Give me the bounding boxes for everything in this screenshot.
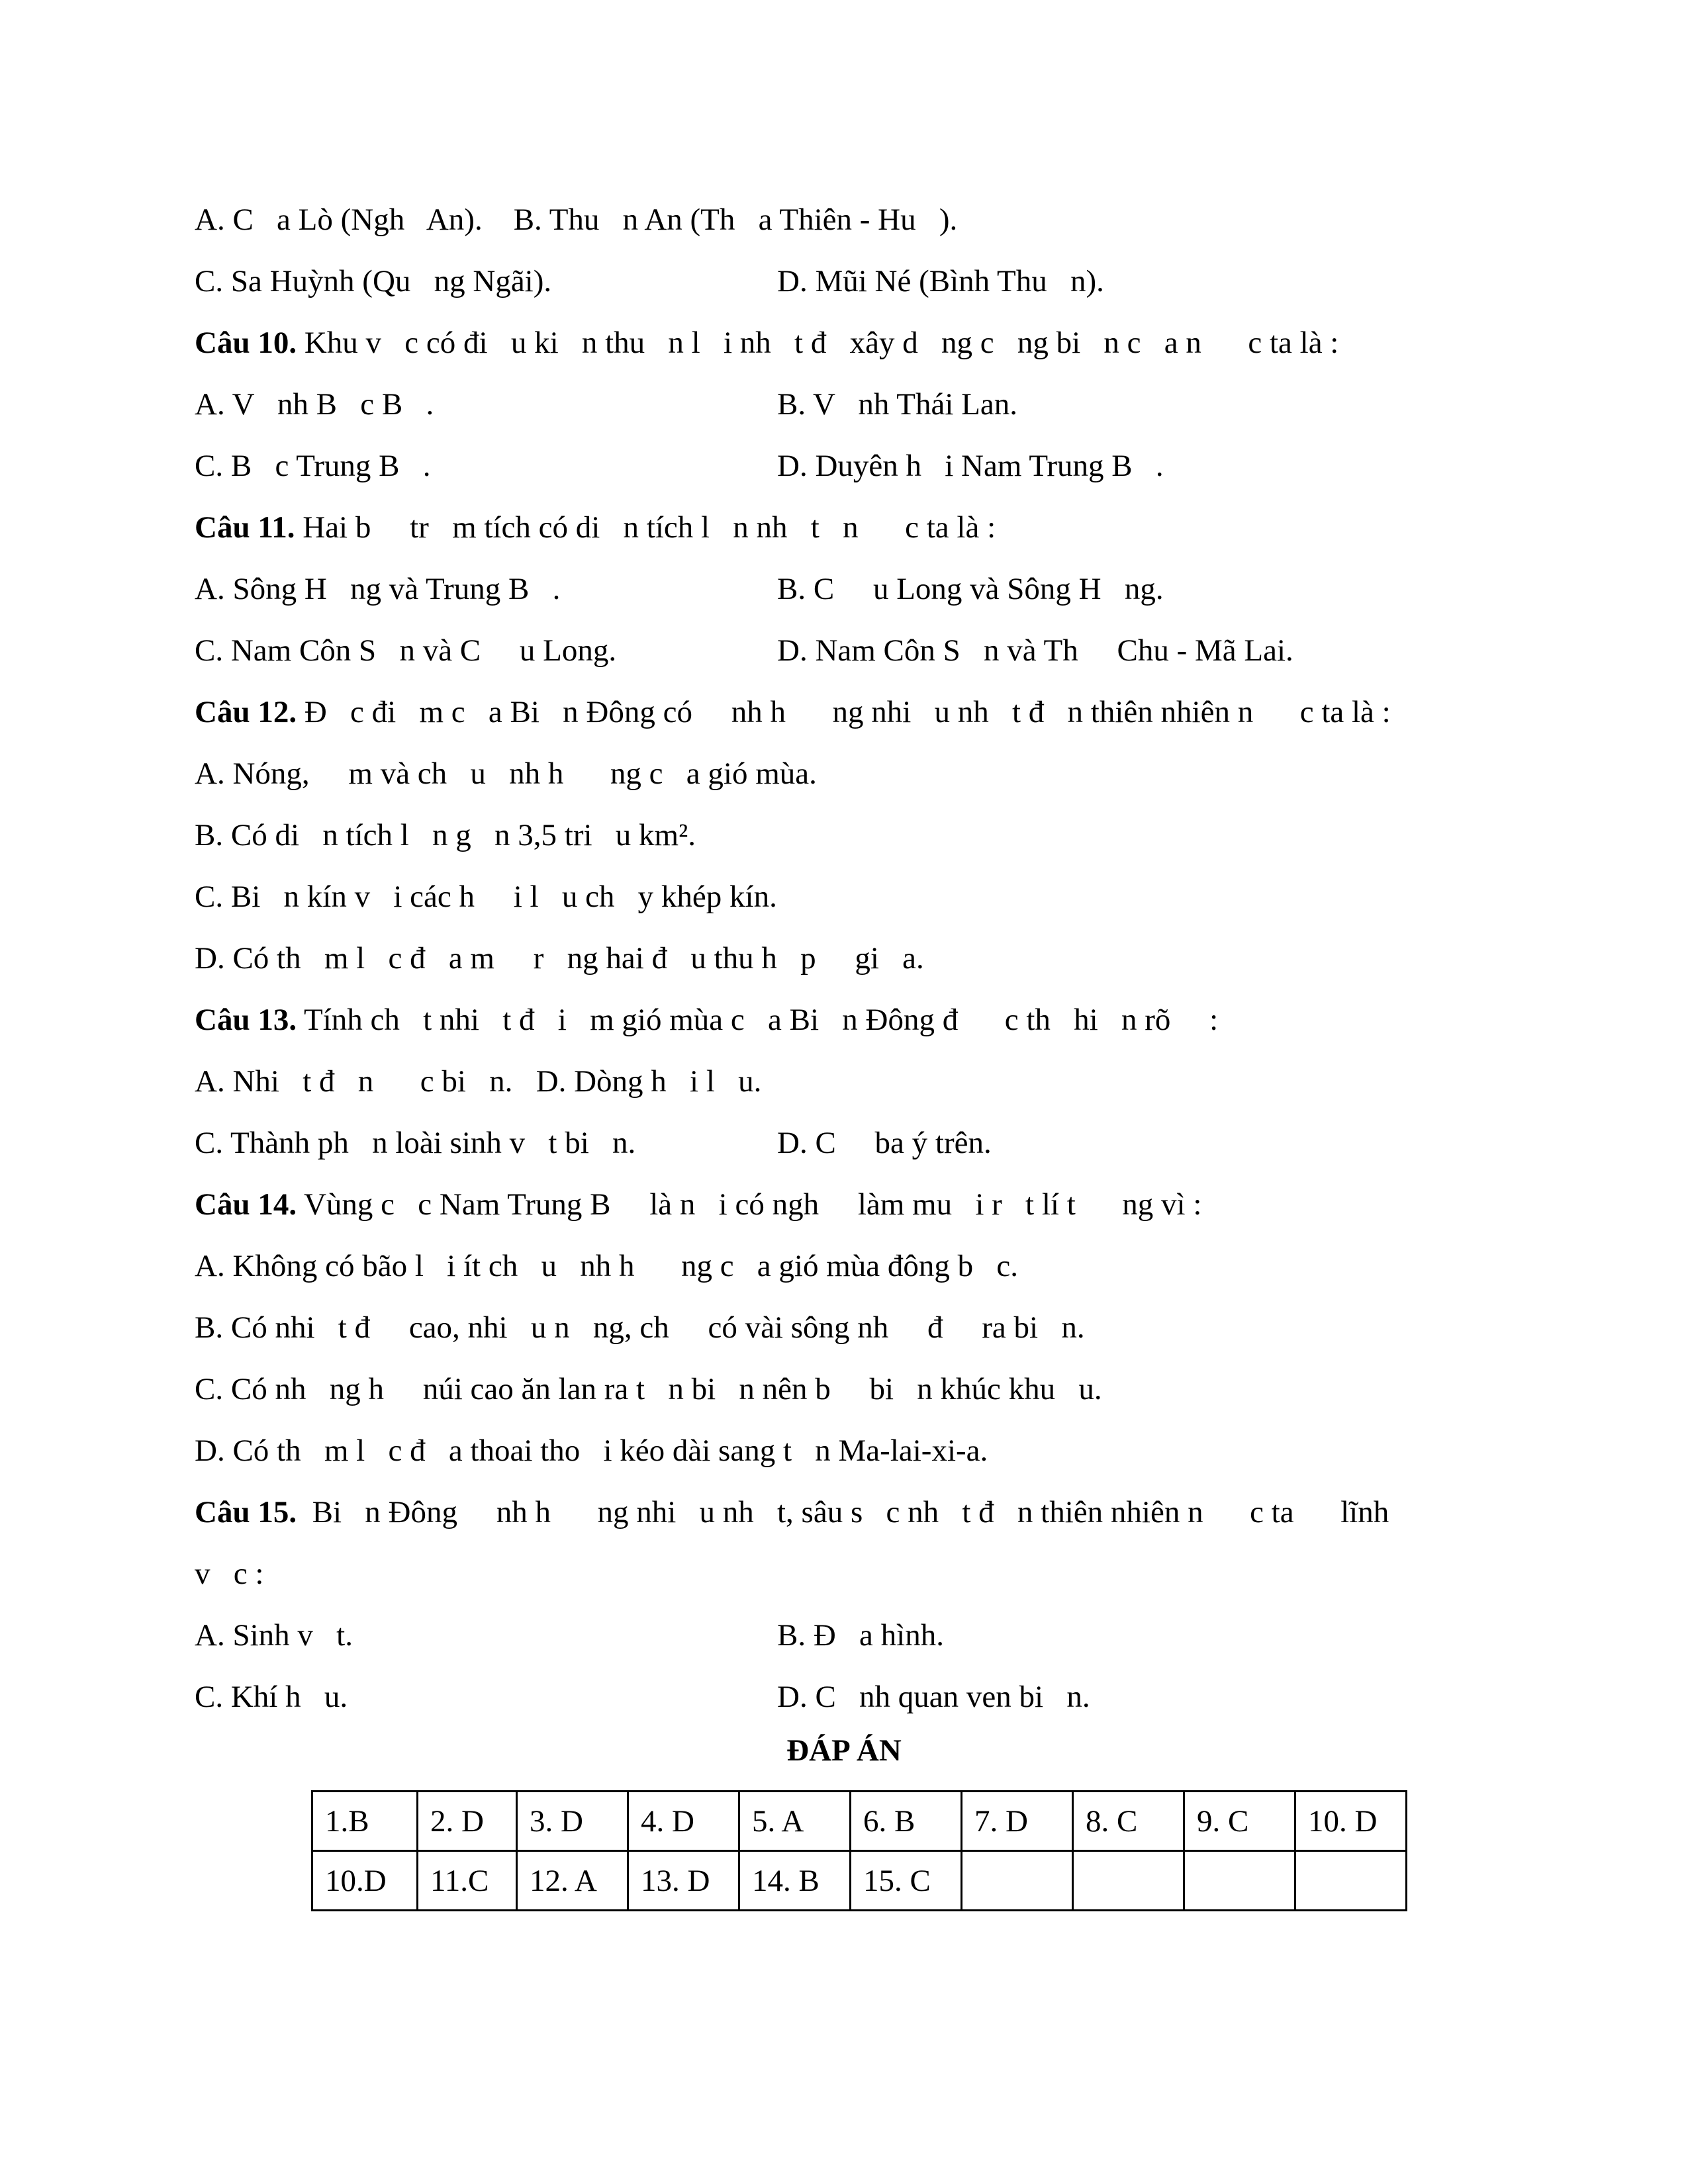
answer-cell: 7. D: [962, 1792, 1073, 1851]
answer-cell: 10. D: [1295, 1792, 1407, 1851]
option-text: C. Bi n kín v i các h i l u ch y khép kín.: [195, 880, 777, 914]
answer-cell: 1.B: [312, 1792, 418, 1851]
answer-option: [195, 1297, 1519, 1359]
option-text: A. Không có bão l i ít ch u nh h ng c a gió mùa đông b c.: [195, 1249, 1019, 1283]
option-right: B. Đ a hình.: [777, 1618, 944, 1653]
option-text: C. Có nh ng h núi cao ăn lan ra t n bi n nên b bi n khúc khu u.: [195, 1372, 1102, 1406]
option-left: C. Sa Huỳnh (Qu ng Ngãi).: [195, 264, 552, 298]
option-left: C. Khí h u.: [195, 1680, 348, 1714]
answer-cell: 12. A: [517, 1851, 628, 1911]
option-text: D. Có th m l c đ a thoai tho i kéo dài sang t n Ma-lai-xi-a.: [195, 1433, 988, 1468]
question-line: [195, 312, 1519, 374]
question-text: Đ c đi m c a Bi n Đông có nh h ng nhi u nh t đ n thiên nhiên n c ta là :: [297, 695, 1391, 729]
answer-row: [312, 1792, 1407, 1851]
answer-option-pair: [195, 189, 1519, 251]
option-text: D. Có th m l c đ a m r ng hai đ u thu h p gi a.: [195, 941, 924, 976]
question-number: Câu 12.: [195, 695, 297, 729]
question-text: Bi n Đông nh h ng nhi u nh t, sâu s c nh t đ n thiên nhiên n c ta lĩnh: [297, 1495, 1389, 1529]
answer-option-pair: [195, 1605, 1519, 1666]
answer-cell: 6. B: [851, 1792, 962, 1851]
option-right: D. C ba ý trên.: [777, 1126, 992, 1160]
option-right: D. Nam Côn S n và Th Chu - Mã Lai.: [777, 633, 1293, 668]
question-line: [195, 497, 1519, 559]
option-left: A. Sinh v t.: [195, 1618, 353, 1653]
option-right: B. C u Long và Sông H ng.: [777, 572, 1164, 606]
answer-option: [195, 805, 1519, 866]
question-text: Tính ch t nhi t đ i m gió mùa c a Bi n Đông đ c th hi n rõ :: [297, 1003, 1219, 1037]
answer-option-pair: [195, 1666, 1519, 1728]
answer-table: [311, 1790, 1407, 1911]
answer-option: [195, 1051, 1519, 1113]
option-right: D. C nh quan ven bi n.: [777, 1680, 1090, 1714]
option-left: C. B c Trung B .: [195, 449, 431, 483]
answer-option-pair: [195, 1113, 1519, 1174]
option-left: C. Thành ph n loài sinh v t bi n.: [195, 1126, 636, 1160]
answer-row: [312, 1851, 1407, 1911]
answer-cell: 9. C: [1184, 1792, 1295, 1851]
answer-cell: 11.C: [418, 1851, 517, 1911]
answer-option-pair: [195, 559, 1519, 620]
option-right: D. Duyên h i Nam Trung B .: [777, 449, 1164, 483]
answer-cell: [1073, 1851, 1184, 1911]
option-text: A. Nóng, m và ch u nh h ng c a gió mùa.: [195, 756, 817, 791]
answer-option: [195, 1236, 1519, 1297]
option-text: A. Nhi t đ n c bi n. D. Dòng h i l u.: [195, 1064, 762, 1099]
answer-cell: 10.D: [312, 1851, 418, 1911]
option-left: A. V nh B c B .: [195, 387, 434, 422]
question-line: [195, 1174, 1519, 1236]
answer-option-pair: [195, 435, 1519, 497]
option-left: C. Nam Côn S n và C u Long.: [195, 633, 617, 668]
answer-option: [195, 928, 1519, 989]
answer-cell: 4. D: [628, 1792, 739, 1851]
question-line: [195, 989, 1519, 1051]
answer-cell: [1184, 1851, 1295, 1911]
answer-option: [195, 866, 1519, 928]
answer-cell: [1295, 1851, 1407, 1911]
option-text: v c :: [195, 1557, 264, 1591]
option-left: A. C a Lò (Ngh An). B. Thu n An (Th a Thiên - Hu ).: [195, 203, 958, 237]
question-text: Khu v c có đi u ki n thu n l i nh t đ xây d ng c ng bi n c a n c ta là :: [297, 326, 1339, 360]
answer-option: [195, 1543, 1519, 1605]
question-number: Câu 11.: [195, 510, 295, 545]
question-line: [195, 1482, 1519, 1543]
answer-option: [195, 743, 1519, 805]
question-text: Vùng c c Nam Trung B là n i có ngh làm mu i r t lí t ng vì :: [297, 1187, 1202, 1222]
question-line: [195, 682, 1519, 743]
option-right: D. Mũi Né (Bình Thu n).: [777, 264, 1104, 298]
answer-title: ĐÁP ÁN: [786, 1733, 902, 1768]
answer-cell: 8. C: [1073, 1792, 1184, 1851]
question-number: Câu 15.: [195, 1495, 297, 1529]
answer-option: [195, 1420, 1519, 1482]
answer-cell: [962, 1851, 1073, 1911]
option-text: B. Có nhi t đ cao, nhi u n ng, ch có vài sông nh đ ra bi n.: [195, 1310, 1085, 1345]
answer-option-pair: [195, 251, 1519, 312]
answer-cell: 5. A: [739, 1792, 851, 1851]
question-number: Câu 10.: [195, 326, 297, 360]
option-right: B. V nh Thái Lan.: [777, 387, 1017, 422]
answer-option-pair: [195, 620, 1519, 682]
answer-cell: 15. C: [851, 1851, 962, 1911]
answer-cell: 13. D: [628, 1851, 739, 1911]
answer-cell: 3. D: [517, 1792, 628, 1851]
question-text: Hai b tr m tích có di n tích l n nh t n c ta là :: [295, 510, 996, 545]
option-left: A. Sông H ng và Trung B .: [195, 572, 561, 606]
answer-option: [195, 1359, 1519, 1420]
question-number: Câu 13.: [195, 1003, 297, 1037]
answer-option-pair: [195, 374, 1519, 435]
option-text: B. Có di n tích l n g n 3,5 tri u km².: [195, 818, 696, 852]
document-body: [195, 189, 1519, 1728]
answer-cell: 2. D: [418, 1792, 517, 1851]
question-number: Câu 14.: [195, 1187, 297, 1222]
answer-cell: 14. B: [739, 1851, 851, 1911]
